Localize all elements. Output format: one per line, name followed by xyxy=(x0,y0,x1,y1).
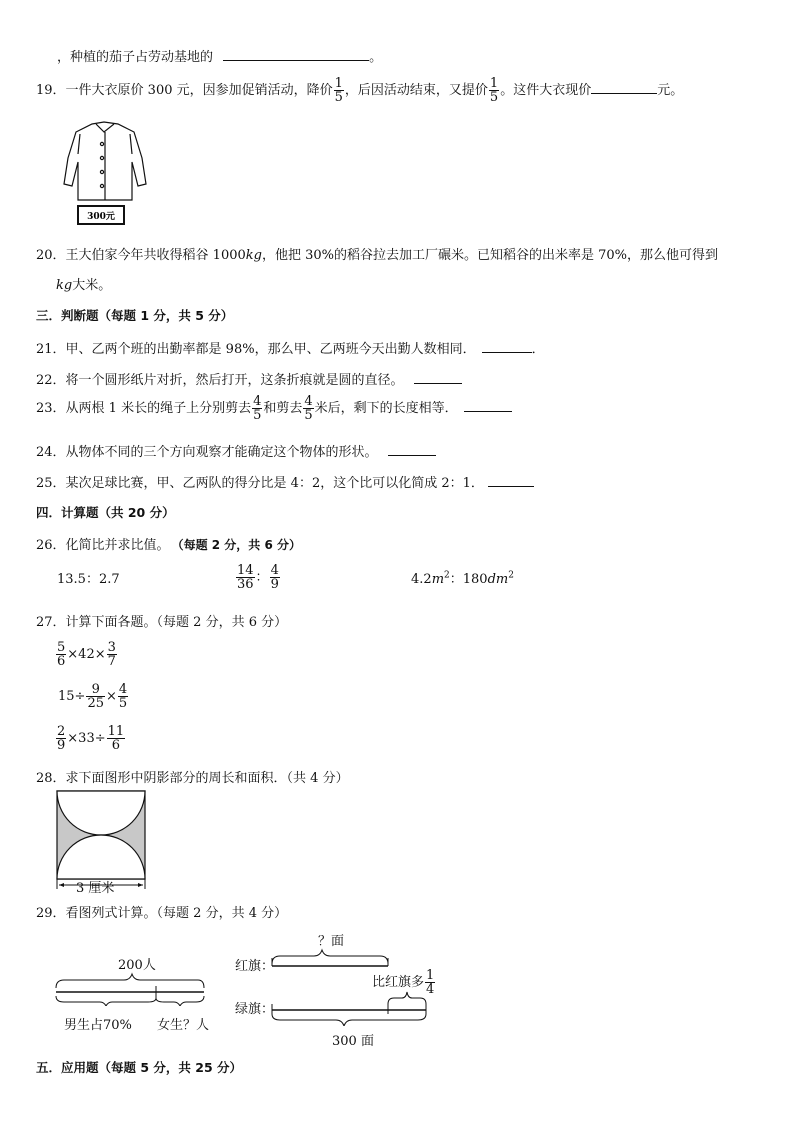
answer-blank[interactable] xyxy=(488,474,534,487)
denominator: 7 xyxy=(107,654,116,669)
denominator: 5 xyxy=(118,696,128,711)
question-number: 20． xyxy=(36,248,66,263)
more-text: 比红旗多 xyxy=(372,975,425,990)
q19-text-1: 一件大衣原价 300 元，因参加促销活动，降价 xyxy=(65,83,333,98)
q27-text: 计算下面各题。（每题 2 分，共 6 分） xyxy=(65,615,288,630)
q19-text-4: 元。 xyxy=(657,83,684,98)
question-21 xyxy=(36,338,545,357)
q19-text-3: 。这件大衣现价 xyxy=(500,83,592,98)
question-28 xyxy=(36,767,349,786)
q20-text-3: 大米。 xyxy=(72,278,112,293)
fraction xyxy=(118,683,128,710)
question-number: 26． xyxy=(36,538,66,553)
dimension-label: 3 厘米 xyxy=(76,881,115,896)
numerator: 1 xyxy=(489,76,499,91)
q23-text-2: 和剪去 xyxy=(263,401,303,416)
q23-text-1: 从两根 1 米长的绳子上分别剪去 xyxy=(65,401,252,416)
exponent: 2 xyxy=(508,570,514,581)
q25-text: 某次足球比赛，甲、乙两队的得分比是 4：2，这个比可以化简成 2：1． xyxy=(65,476,484,491)
question-number: 25． xyxy=(36,476,66,491)
q19-text-2: ，后因活动结束，又提价 xyxy=(344,83,488,98)
q18-end: 。 xyxy=(369,50,383,65)
operator: ×33÷ xyxy=(67,731,106,746)
answer-blank[interactable] xyxy=(388,443,436,456)
numerator: 4 xyxy=(270,563,279,578)
value: ：180 xyxy=(449,572,488,587)
question-24 xyxy=(36,441,436,460)
question-number: 29． xyxy=(36,906,66,921)
answer-blank[interactable] xyxy=(464,399,512,412)
diagram-1-braces xyxy=(52,970,212,1006)
ratio-sign: ： xyxy=(255,570,269,585)
numerator: 2 xyxy=(57,724,66,739)
denominator: 5 xyxy=(304,408,313,423)
answer-blank[interactable] xyxy=(223,48,369,61)
diagram-2-question: ？面 xyxy=(318,934,345,949)
question-20-line2 xyxy=(56,274,111,293)
q27-expression-3 xyxy=(55,721,126,757)
unit: m xyxy=(431,572,445,587)
fraction xyxy=(86,683,105,710)
fraction xyxy=(252,395,262,422)
fraction xyxy=(56,725,66,752)
denominator: 36 xyxy=(237,577,254,592)
diagram-1-girls: 女生？人 xyxy=(157,1018,210,1033)
q26-expression-2 xyxy=(235,560,281,596)
operator: ×42× xyxy=(67,647,106,662)
q26-expression-3 xyxy=(411,568,514,587)
q27-expression-1 xyxy=(55,637,118,673)
q28-text: 求下面图形中阴影部分的周长和面积．（共 4 分） xyxy=(65,771,349,786)
price-tag: 300元 xyxy=(87,212,115,222)
question-22 xyxy=(36,369,462,388)
question-29 xyxy=(36,902,287,921)
exponent: 2 xyxy=(444,570,450,581)
diagram-1-total: 200人 xyxy=(118,958,156,973)
diagram-2-green-label: 绿旗： xyxy=(235,1002,275,1017)
question-number: 28． xyxy=(36,771,66,786)
denominator: 5 xyxy=(334,90,343,105)
diagram-2-red-label: 红旗： xyxy=(235,959,275,974)
q21-text: 甲、乙两个班的出勤率都是 98%，那么甲、乙两班今天出勤人数相同． xyxy=(65,342,476,357)
denominator: 6 xyxy=(57,654,66,669)
denominator: 9 xyxy=(270,577,279,592)
fraction xyxy=(270,564,280,591)
numerator: 9 xyxy=(86,683,105,697)
question-number: 27． xyxy=(36,615,66,630)
fraction xyxy=(107,725,126,752)
q20-text-1: 王大伯家今年共收得稻谷 1000 xyxy=(65,248,246,263)
q27-expression-2 xyxy=(58,679,129,715)
question-19 xyxy=(36,74,683,108)
numerator: 11 xyxy=(107,724,125,739)
section-4-title: 四．计算题（共 20 分） xyxy=(36,505,175,520)
unit: kg xyxy=(245,248,262,263)
fraction xyxy=(489,77,499,104)
q24-text: 从物体不同的三个方向观察才能确定这个物体的形状。 xyxy=(65,445,378,460)
fraction xyxy=(236,564,255,591)
question-number: 23． xyxy=(36,401,66,416)
q29-text: 看图列式计算。（每题 2 分，共 4 分） xyxy=(65,906,288,921)
operator: 15÷ xyxy=(58,689,86,704)
answer-blank[interactable] xyxy=(482,340,532,353)
q22-text: 将一个圆形纸片对折，然后打开，这条折痕就是圆的直径。 xyxy=(65,373,404,388)
answer-blank[interactable] xyxy=(591,81,657,94)
question-23 xyxy=(36,392,512,426)
q26-expression-1: 13.5：2.7 xyxy=(57,572,120,587)
answer-blank[interactable] xyxy=(414,371,462,384)
section-3-title: 三．判断题（每题 1 分，共 5 分） xyxy=(36,308,234,323)
numerator: 1 xyxy=(334,76,343,91)
numerator: 14 xyxy=(237,563,254,578)
q26-note: （每题 2 分，共 6 分） xyxy=(177,538,301,552)
value: 4.2 xyxy=(411,572,432,587)
numerator: 4 xyxy=(253,394,262,409)
unit: dm xyxy=(487,572,509,587)
numerator: 4 xyxy=(118,682,128,697)
operator: × xyxy=(105,689,117,704)
coat-illustration xyxy=(58,118,152,230)
numerator: 4 xyxy=(304,394,313,409)
q21-end: ． xyxy=(531,342,545,357)
diagram-2-total: 300 面 xyxy=(332,1034,374,1049)
denominator: 9 xyxy=(57,738,66,753)
denominator: 4 xyxy=(426,982,435,997)
unit: kg xyxy=(56,278,73,293)
question-25 xyxy=(36,472,534,491)
fraction xyxy=(334,77,344,104)
question-number: 24． xyxy=(36,445,66,460)
denominator: 25 xyxy=(87,696,104,711)
q26-text: 化简比并求比值。 xyxy=(65,538,170,553)
diagram-1-boys: 男生占70% xyxy=(64,1018,132,1033)
section-5-title: 五．应用题（每题 5 分，共 25 分） xyxy=(36,1060,243,1075)
numerator: 5 xyxy=(57,640,66,655)
question-27 xyxy=(36,611,287,630)
question-number: 21． xyxy=(36,342,66,357)
q23-text-3: 米后，剩下的长度相等． xyxy=(314,401,458,416)
question-26 xyxy=(36,534,301,553)
fraction xyxy=(303,395,313,422)
denominator: 5 xyxy=(489,90,499,105)
numerator: 3 xyxy=(107,640,116,655)
q20-text-2: ，他把 30%的稻谷拉去加工厂碾米。已知稻谷的出米率是 70%，那么他可得到 xyxy=(261,248,719,263)
numerator: 1 xyxy=(426,968,435,983)
question-number: 19． xyxy=(36,83,66,98)
question-number: 22． xyxy=(36,373,66,388)
q18-tail xyxy=(57,46,382,65)
question-20 xyxy=(36,244,718,263)
q18-text: ，种植的茄子占劳动基地的 xyxy=(57,50,214,65)
fraction xyxy=(107,641,117,668)
denominator: 5 xyxy=(253,408,262,423)
diagram-2-braces xyxy=(268,944,434,1026)
fraction xyxy=(56,641,66,668)
denominator: 6 xyxy=(111,738,121,753)
